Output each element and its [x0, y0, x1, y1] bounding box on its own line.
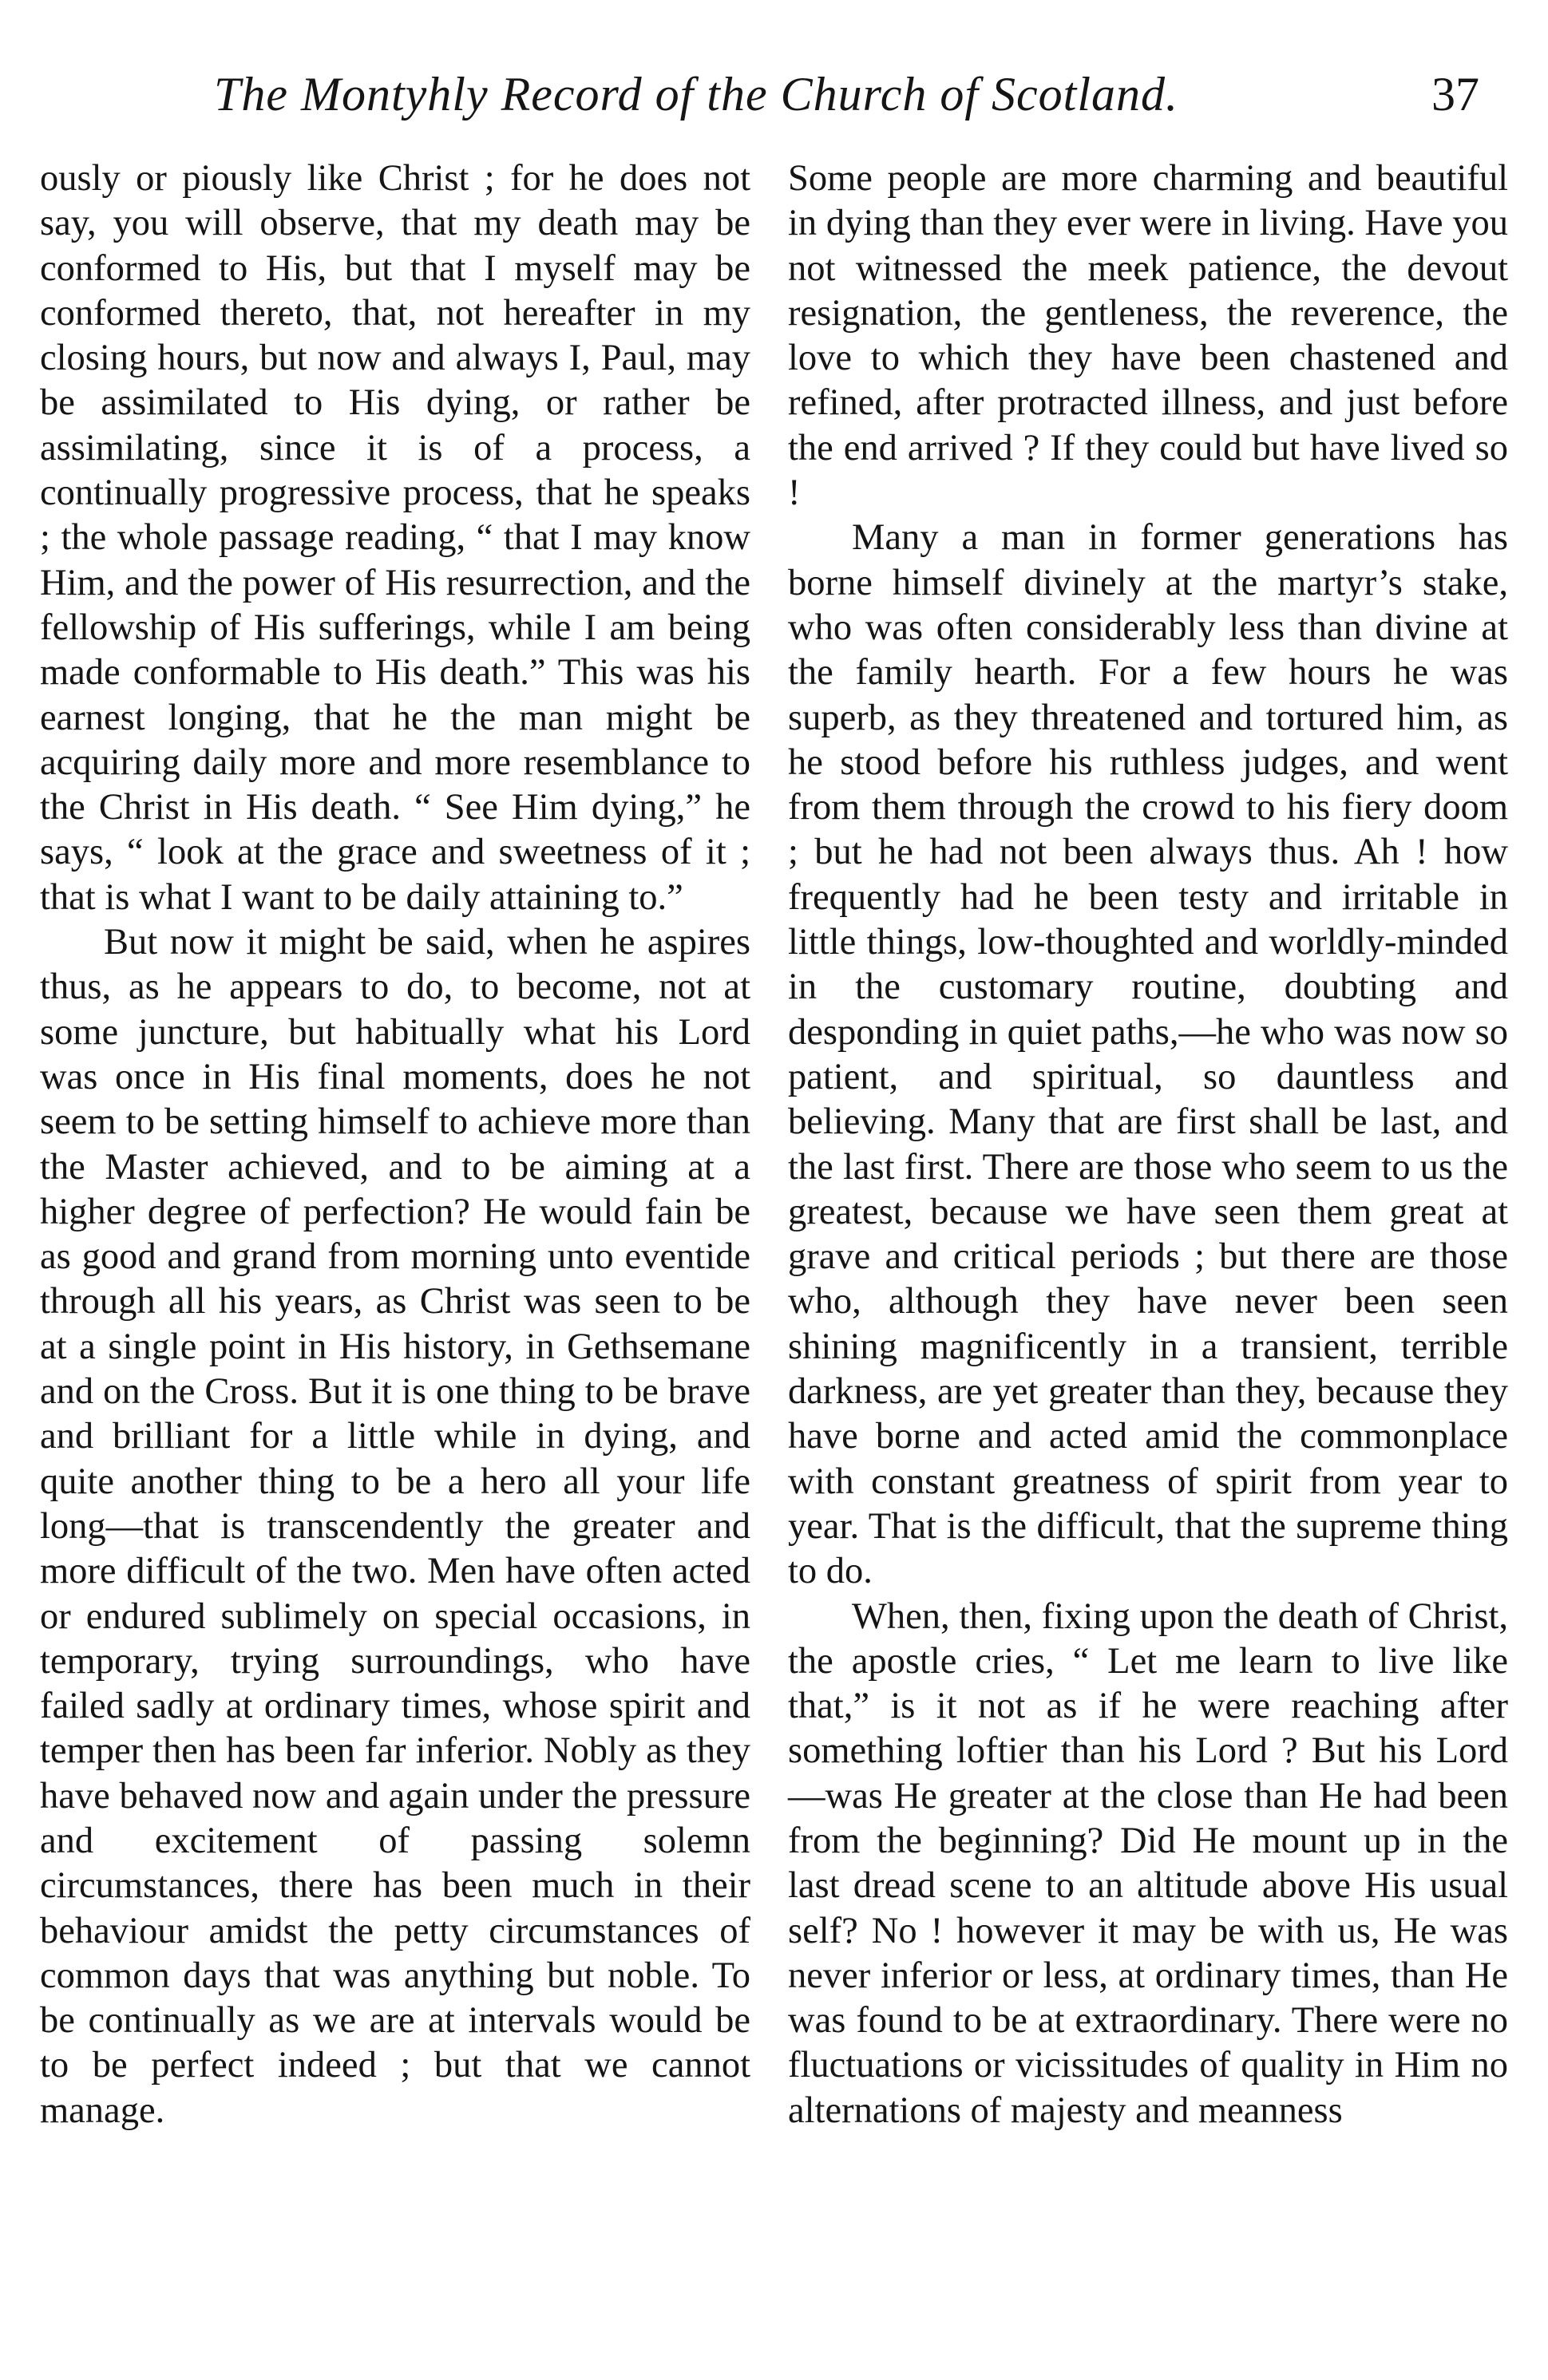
page-number: 37	[1431, 68, 1479, 121]
right-column	[788, 156, 1508, 2133]
right-paragraph-1: Some people are more charming and beautiful in dying than they ever were in living. Have you not witnessed the meek patience, the devout resignation, the gentleness, the reverence, the love to which they have been chastened and refined, after protracted illness, and just before the end arrived ? If they could but have lived so !	[788, 158, 1508, 514]
journal-title: The Montyhly Record of the Church of Scotland.	[214, 68, 1179, 121]
right-paragraph-2: Many a man in former generations has borne himself divinely at the martyr’s stake, who was often considerably less than divine at the family hearth. For a few hours he was superb, as they threatened and tortured him, as he stood before his ruthless judges, and went from them through the crowd to his fiery doom ; but he had not been always thus. Ah ! how frequently had he been testy and irritable in little things, low-thoughted and worldly-minded in the customary routine, doubting and desponding in quiet paths,—he who was now so patient, and spiritual, so dauntless and believing. Many that are first shall be last, and the last first. There are those who seem to us the greatest, because we have seen them great at grave and critical periods ; but there are those who, although they have never been seen shining magnificently in a transient, terrible darkness, are yet greater than they, because they have borne and acted amid the commonplace with constant greatness of spirit from year to year. That is the difficult, that the supreme thing to do.	[788, 517, 1508, 1592]
left-paragraph-1: ously or piously like Christ ; for he does not say, you will observe, that my death may be conformed to His, but that I myself may be conformed thereto, that, not hereafter in my closing hours, but now and always I, Paul, may be assimilated to His dying, or rather be assimilating, since it is of a process, a continually progressive process, that he speaks ; the whole passage reading, “ that I may know Him, and the power of His resurrection, and the fellowship of His sufferings, while I am being made conformable to His death.” This was his earnest longing, that he the man might be acquiring daily more and more resemblance to the Christ in His death. “ See Him dying,” he says, “ look at the grace and sweetness of it ; that is what I want to be daily attaining to.”	[40, 158, 750, 918]
right-paragraph-3: When, then, fixing upon the death of Christ, the apostle cries, “ Let me learn to live like that,” is it not as if he were reaching after something loftier than his Lord ? But his Lord—was He greater at the close than He had been from the beginning? Did He mount up in the last dread scene to an altitude above His usual self? No ! however it may be with us, He was never inferior or less, at ordinary times, than He was found to be at extraordinary. There were no fluctuations or vicissitudes of quality in Him no alternations of majesty and meanness	[788, 1595, 1508, 2131]
left-column	[40, 156, 750, 2133]
left-paragraph-2: But now it might be said, when he aspires thus, as he appears to do, to become, not at some juncture, but habitually what his Lord was once in His final moments, does he not seem to be setting himself to achieve more than the Master achieved, and to be aiming at a higher degree of perfection? He would fain be as good and grand from morning unto eventide through all his years, as Christ was seen to be at a single point in His history, in Gethsemane and on the Cross. But it is one thing to be brave and brilliant for a little while in dying, and quite another thing to be a hero all your life long—that is transcendently the greater and more difficult of the two. Men have often acted or endured sublimely on special occasions, in temporary, trying surroundings, who have failed sadly at ordinary times, whose spirit and temper then has been far inferior. Nobly as they have behaved now and again under the pressure and excitement of passing solemn circumstances, there has been much in their behaviour amidst the petty circumstances of common days that was anything but noble. To be continually as we are at intervals would be to be perfect indeed ; but that we cannot manage.	[40, 922, 750, 2131]
running-header	[0, 62, 1548, 134]
